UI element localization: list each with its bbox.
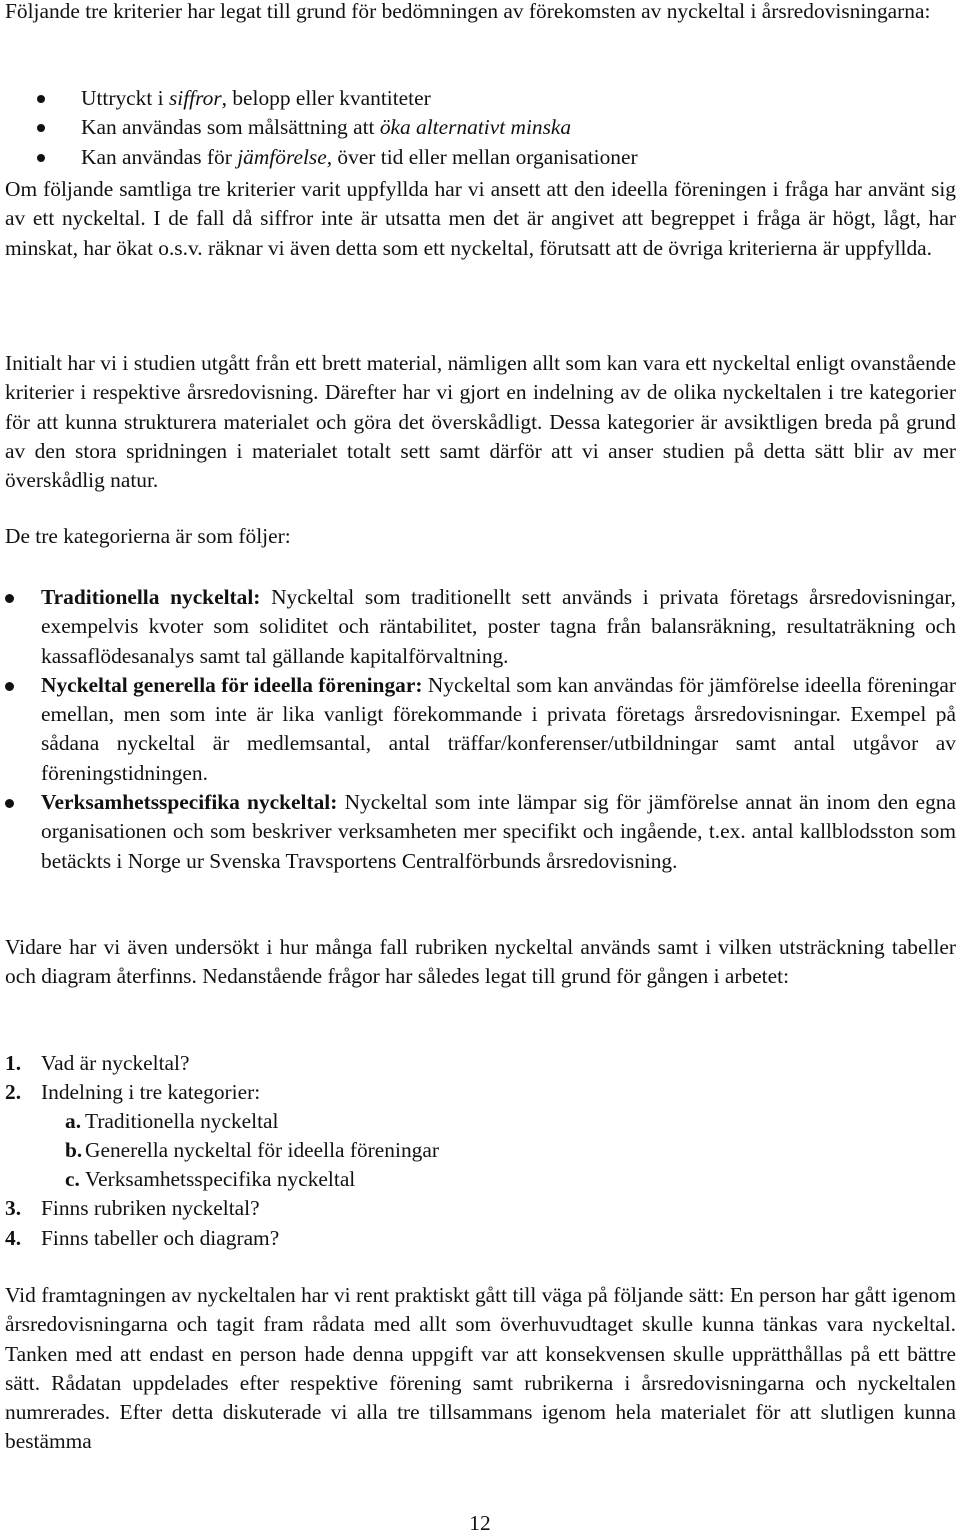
criteria-list [5,84,956,172]
bullet-icon [37,95,45,103]
categories-intro: De tre kategorierna är som följer: [5,524,291,548]
bullet-icon [37,154,45,162]
categories-list [5,583,956,876]
further-paragraph: Vidare har vi även undersökt i hur många fall rubriken nyckeltal används samt i vilken utsträckning tabeller och diagram återfinns. Nedanstående frågor har således legat till grund för gången i arbetet: [5,935,956,989]
criteria-met-paragraph: Om följande samtliga tre kriterier varit uppfyllda har vi ansett att den ideella föreningen i fråga har använt sig av ett nyckeltal. I de fall då siffror inte är utsatta men det är angivet att begreppet i fråga är högt, lågt, har minskat, har ökat o.s.v. räknar vi även detta som ett nyckeltal, förutsatt att de övriga kriterierna är uppfyllda. [5,177,956,260]
bullet-icon [37,124,45,132]
questions-list [5,1049,956,1253]
method-paragraph: Vid framtagningen av nyckeltalen har vi rent praktiskt gått till väga på följande sätt: En person har gått igenom årsredovisningarna och tagit fram rådata med allt som överhuvudtaget skulle kunna tänkas vara nyckeltal. Tanken med att endast en person hade denna uppgift var att konsekvensen skulle upprätthållas på ett bättre sätt. Rådatan uppdelades efter respektive förening samt rubrikerna i årsredovisningarna och nyckeltalen numrerades. Efter detta diskuterade vi alla tre tillsammans igenom hela materialet för att slutligen kunna bestämma [5,1283,956,1454]
list-item: Nyckeltal generella för ideella föreningar: Nyckeltal som kan användas för jämförelse ideella föreningar emellan, men som inte är lika vanligt förekommande i privata företags årsredovisningar. Exempel på sådana nyckeltal är medlemsantal, antal träffar/konferenser/utbildningar samt antal utgåvor av föreningstidningen. [5,671,956,788]
bullet-icon [5,682,14,691]
bullet-icon [5,594,14,603]
list-item: 1. Vad är nyckeltal? [5,1051,190,1075]
page-number: 12 [469,1511,491,1535]
list-item: Verksamhetsspecifika nyckeltal: Nyckeltal som inte lämpar sig för jämförelse annat än inom den egna organisationen och som beskriver verksamheten mer specifikt och ingående, t.ex. antal kallblodsston som betäckts i Norge ur Svenska Travsportens Centralförbunds årsredovisning. [5,788,956,876]
list-item: b. Generella nyckeltal för ideella föreningar [65,1138,439,1163]
list-item: 2. Indelning i tre kategorier: [5,1080,261,1105]
list-item: 3. Finns rubriken nyckeltal? [5,1196,260,1221]
list-item: a. Traditionella nyckeltal [65,1109,279,1134]
list-item: Kan användas för jämförelse, över tid eller mellan organisationer [5,143,956,172]
list-item: c. Verksamhetsspecifika nyckeltal [65,1167,356,1192]
list-item: 4. Finns tabeller och diagram? [5,1225,280,1250]
initial-paragraph: Initialt har vi i studien utgått från ett brett material, nämligen allt som kan vara ett nyckeltal enligt ovanstående kriterier i respektive årsredovisning. Därefter har vi gjort en indelning av de olika nyckeltalen i tre kategorier för att kunna strukturera materialet och göra det överskådligt. Dessa kategorier är avsiktligen breda på grund av den stora spridningen i materialet totalt sett samt därför att vi anser studien på detta sätt blir av mer överskådlig natur. [5,351,956,493]
list-item: Traditionella nyckeltal: Nyckeltal som traditionellt sett används i privata företags årsredovisningar, exempelvis kvoter som soliditet och räntabilitet, poster tagna från balansräkning, resultaträkning och kassaflödesanalys samt tal gällande kapitalförvaltning. [5,583,956,671]
list-item: Kan användas som målsättning att öka alternativt minska [5,113,956,142]
intro-paragraph: Följande tre kriterier har legat till grund för bedömningen av förekomsten av nyckeltal i årsredovisningarna: [5,0,931,23]
bullet-icon [5,799,14,808]
list-item: Uttryckt i siffror, belopp eller kvantiteter [5,84,956,113]
